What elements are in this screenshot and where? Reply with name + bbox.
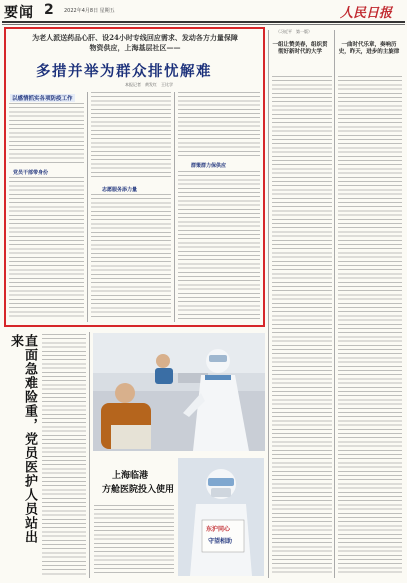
sign-text-line2: 守望相助	[208, 538, 233, 545]
masthead-rule-thin	[2, 24, 405, 25]
lower-left-headline: 直面急难险重，党员医护人员站出来	[8, 334, 37, 544]
lead-subhead-4: 群策群力保供应	[191, 163, 227, 169]
lead-subhead-2: 党员干部带身份	[13, 170, 49, 176]
column-divider	[334, 30, 335, 578]
lead-body-text	[91, 92, 171, 180]
photo-story-headline-1: 上海临港	[112, 471, 149, 481]
medic-portrait-photo	[178, 458, 264, 576]
photo-story-body-text	[94, 505, 174, 575]
right-column-tag: （习近平 第一版）	[276, 29, 312, 34]
right-column-headline-b: 一曲时代乐章，奏响历史，昨天，进步的主旋律	[338, 42, 400, 55]
lead-body-text	[9, 177, 84, 320]
masthead-rule	[2, 21, 405, 23]
lower-left-body-text	[42, 334, 86, 576]
lead-body-text	[178, 171, 260, 320]
newspaper-logo: 人民日报	[340, 6, 393, 21]
lead-body-text	[91, 194, 171, 320]
lead-kicker-line1: 为老人派送药品心肝、设24小时专线回应需求、发动各方力量保障	[32, 33, 238, 42]
page-number: 2	[44, 2, 54, 18]
right-column-headline-a: 一组让赞美春，组织贯彻好新时代的大学	[272, 42, 328, 55]
column-divider	[87, 92, 88, 322]
column-divider	[174, 92, 175, 322]
issue-date: 2022年4月8日 星期五	[64, 8, 115, 14]
right-body-text	[272, 76, 332, 576]
lead-kicker-line2: 物资供应，上海基层社区——	[89, 43, 181, 52]
photo-story-headline-2: 方舱医院投入使用	[102, 485, 175, 495]
right-body-text	[338, 76, 402, 576]
column-divider	[89, 332, 90, 578]
section-name: 要闻	[4, 5, 34, 21]
column-divider	[268, 30, 269, 578]
lead-headline: 多措并举为群众排忧解难	[36, 64, 212, 80]
lead-subhead-1: 以感情抓实各项防疫工作	[12, 96, 73, 102]
lead-body-text	[9, 103, 84, 163]
lead-body-text	[178, 92, 260, 157]
lead-subhead-3: 志愿服务添力量	[102, 187, 138, 193]
sign-text-line1: 东沪同心	[206, 526, 231, 533]
lead-byline: 本报记者 黄发红 王比学	[125, 82, 173, 87]
hospital-photo	[93, 333, 265, 451]
